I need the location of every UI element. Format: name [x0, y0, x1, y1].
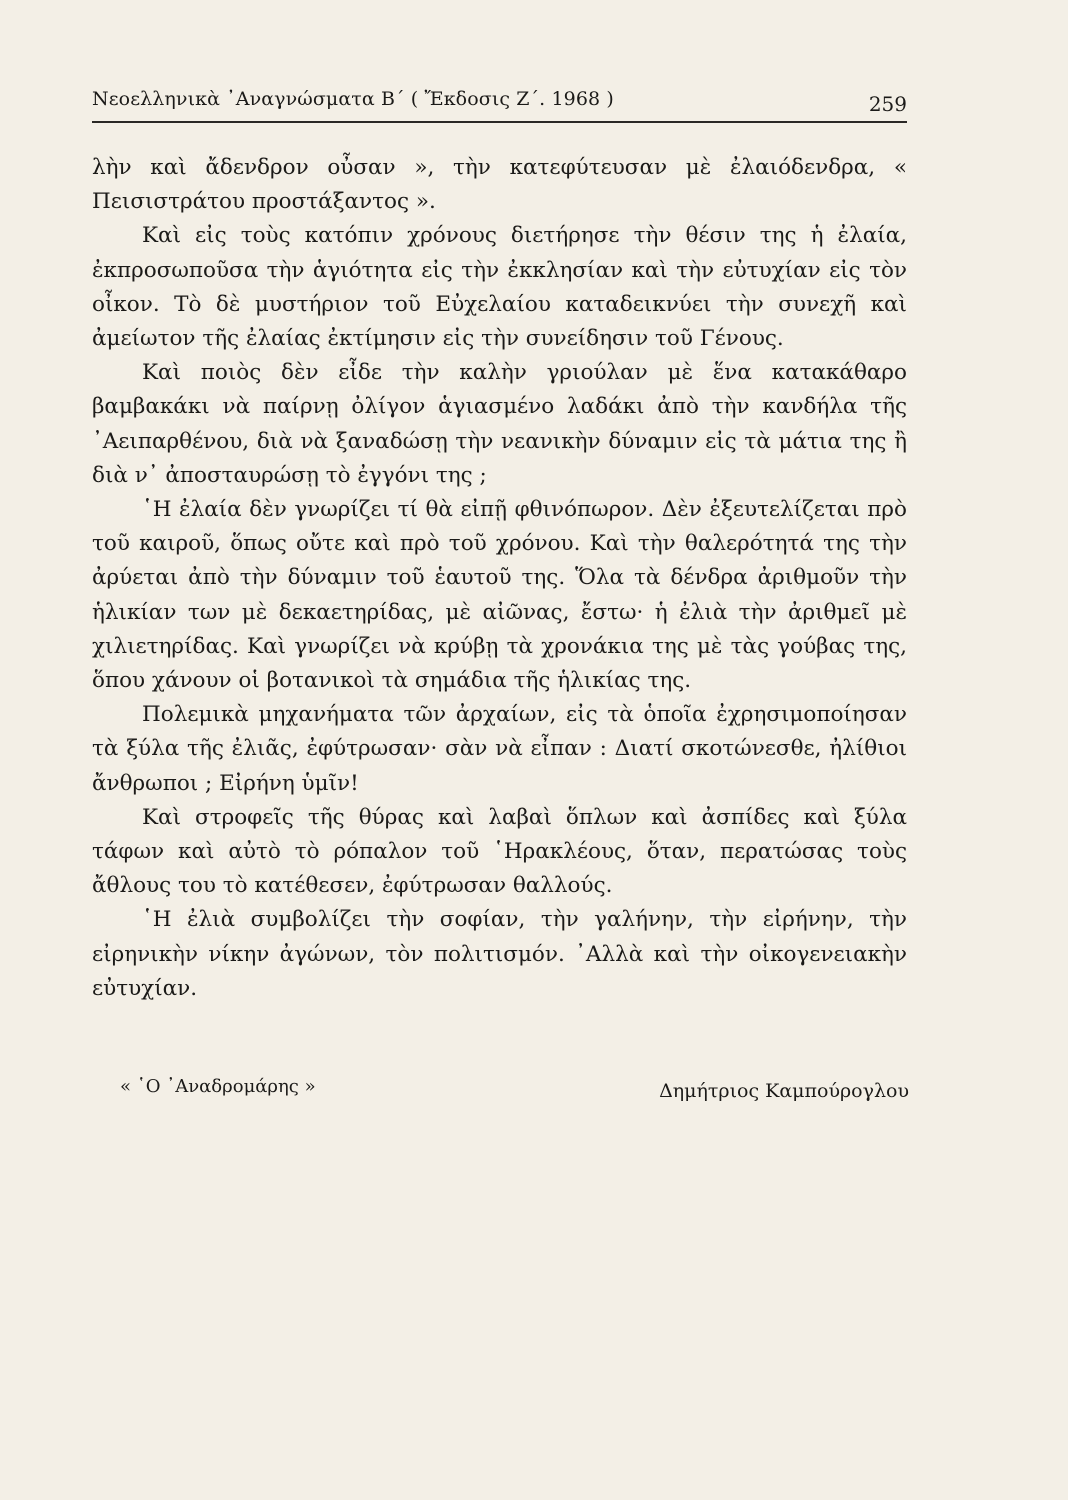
paragraph: Καὶ εἰς τοὺς κατόπιν χρόνους διετήρησε τὴν θέσιν της ἡ ἐλαία, ἐκπροσωποῦσα τὴν ἁγιότητα εἰς τὴν ἐκκλησίαν καὶ τὴν εὐτυχίαν εἰς τὸν οἶκον. Τὸ δὲ μυστήριον τοῦ Εὐχελαίου καταδεικνύει τὴν συνεχῆ καὶ ἀμείωτον τῆς ἐλαίας ἐκτίμησιν εἰς τὴν συνείδησιν τοῦ Γένους.	[92, 223, 907, 352]
header-rule	[92, 121, 907, 123]
paragraph: ῾Η ἐλιὰ συμβολίζει τὴν σοφίαν, τὴν γαλήνην, τὴν εἰρήνην, τὴν εἰρηνικὴν νίκην ἀγώνων, τὸν πολιτισμόν. ᾿Αλλὰ καὶ τὴν οἰκογενειακὴν εὐτυχίαν.	[92, 907, 907, 1001]
paragraph: Καὶ στροφεῖς τῆς θύρας καὶ λαβαὶ ὅπλων καὶ ἀσπίδες καὶ ξύλα τάφων καὶ αὐτὸ τὸ ρόπαλον τοῦ ῾Ηρακλέους, ὅταν, περατώσας τοὺς ἄθλους του τὸ κατέθεσεν, ἐφύτρωσαν θαλλούς.	[92, 804, 907, 899]
attribution	[92, 1076, 907, 1110]
running-head-title: Νεοελληνικὰ ᾿Αναγνώσματα Β΄ ( Ἔκδοσις Ζ΄. 1968 )	[92, 88, 614, 110]
main-text	[92, 151, 907, 1006]
paragraph-continued: λὴν καὶ ἄδενδρον οὖσαν », τὴν κατεφύτευσαν μὲ ἐλαιόδενδρα, « Πεισιστράτου προστάξαντος ».	[92, 155, 907, 215]
page-number: 259	[868, 92, 907, 116]
running-head	[92, 88, 907, 118]
paragraph: ῾Η ἐλαία δὲν γνωρίζει τί θὰ εἰπῇ φθινόπωρον. Δὲν ἐξευτελίζεται πρὸ τοῦ καιροῦ, ὅπως οὔτε καὶ πρὸ τοῦ χρόνου. Καὶ τὴν θαλερότητά της τὴν ἀρύεται ἀπὸ τὴν δύναμιν τοῦ ἑαυτοῦ της. Ὅλα τὰ δένδρα ἀριθμοῦν τὴν ἡλικίαν των μὲ δεκαετηρίδας, μὲ αἰῶνας, ἔστω· ἡ ἐλιὰ τὴν ἀριθμεῖ μὲ χιλιετηρίδας. Καὶ γνωρίζει νὰ κρύβῃ τὰ χρονάκια της μὲ τὰς γούβας της, ὅπου χάνουν οἱ βοτανικοὶ τὰ σημάδια τῆς ἡλικίας της.	[92, 497, 907, 694]
paragraph: Πολεμικὰ μηχανήματα τῶν ἀρχαίων, εἰς τὰ ὁποῖα ἐχρησιμοποίησαν τὰ ξύλα τῆς ἐλιᾶς, ἐφύτρωσαν· σὰν νὰ εἶπαν : Διατί σκοτώνεσθε, ἠλίθιοι ἄνθρωποι ; Εἰρήνη ὑμῖν!	[92, 702, 907, 796]
author-name: Δημήτριος Καμπούρογλου	[659, 1080, 909, 1102]
source-title: « ῾Ο ᾿Αναδρομάρης »	[120, 1076, 316, 1097]
paragraph: Καὶ ποιὸς δὲν εἶδε τὴν καλὴν γριούλαν μὲ ἕνα κατακάθαρο βαμβακάκι νὰ παίρνῃ ὀλίγον ἁγιασμένο λαδάκι ἀπὸ τὴν κανδήλα τῆς ᾿Αειπαρθένου, διὰ νὰ ξαναδώσῃ τὴν νεανικὴν δύναμιν εἰς τὰ μάτια της ἢ διὰ ν᾿ ἀποσταυρώσῃ τὸ ἐγγόνι της ;	[92, 360, 907, 488]
